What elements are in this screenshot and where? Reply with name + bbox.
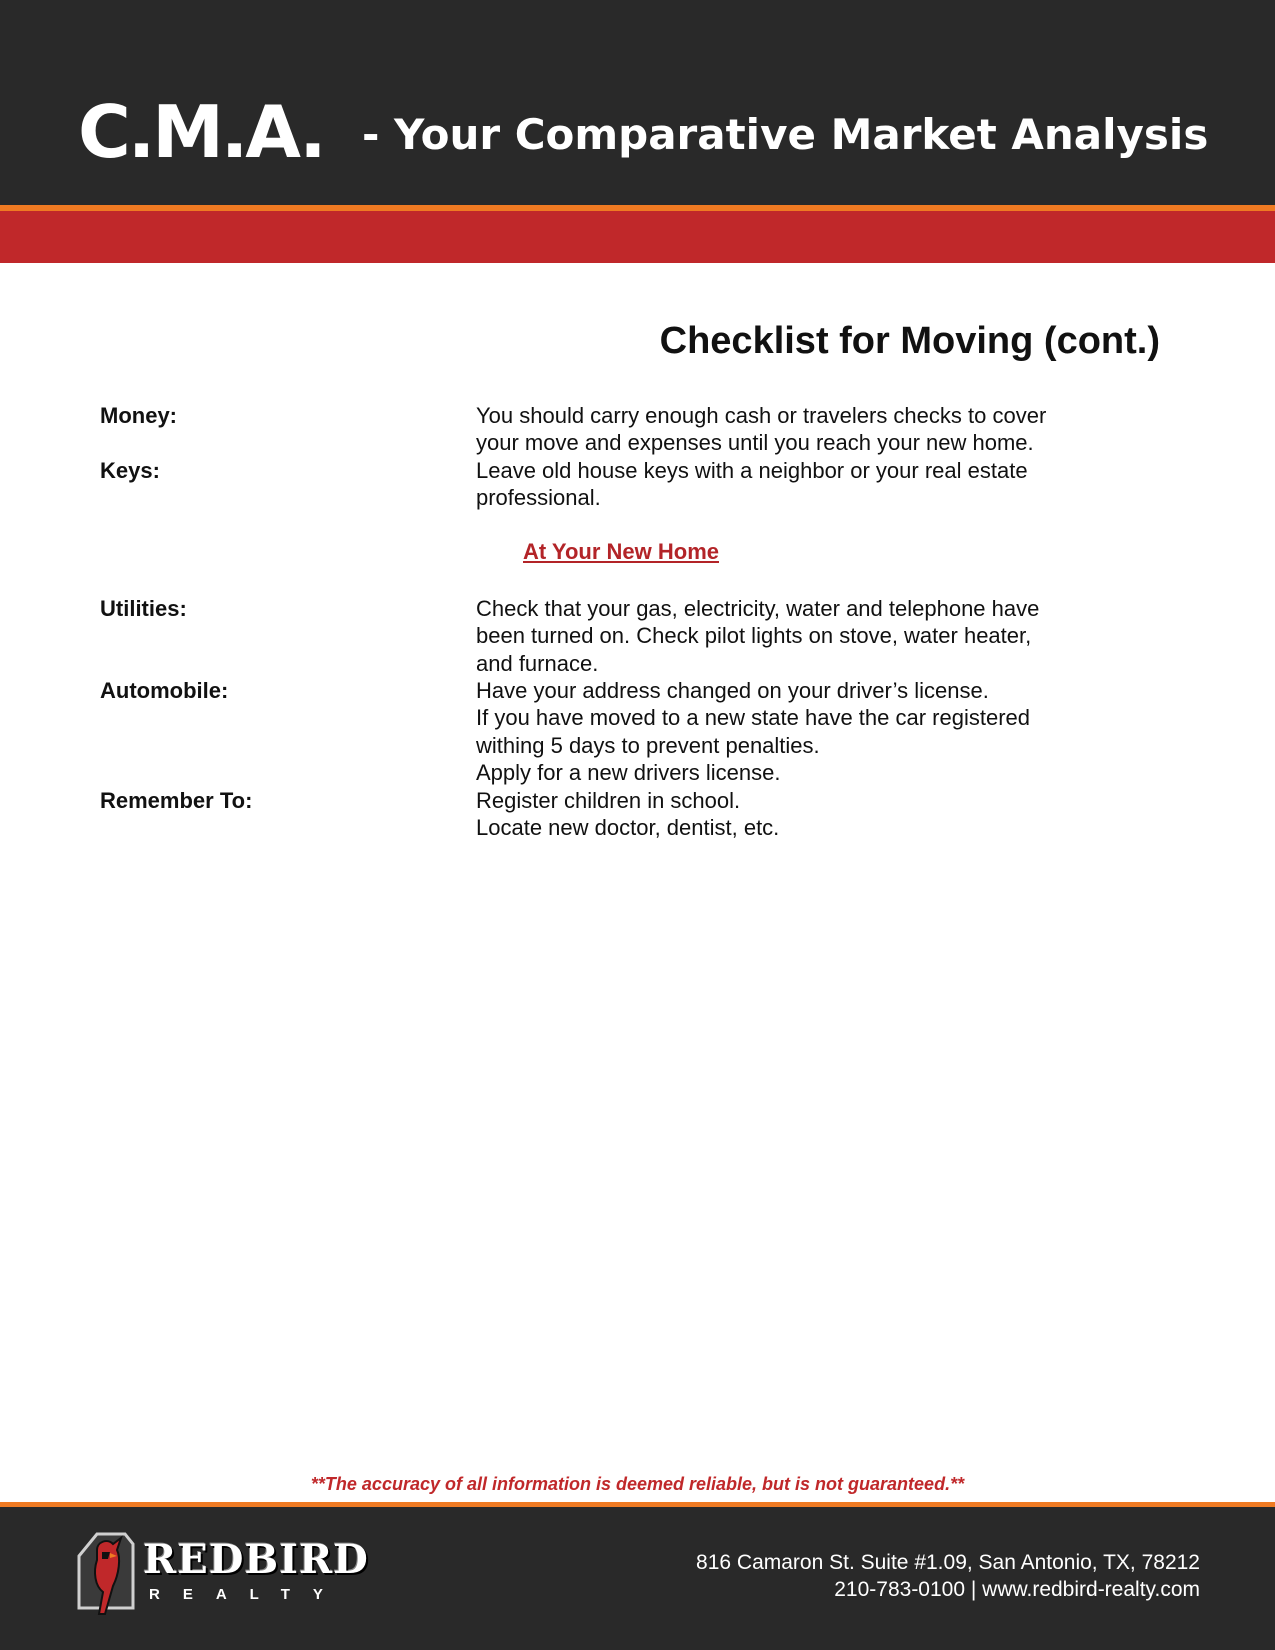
row-line: withing 5 days to prevent penalties. bbox=[476, 732, 820, 758]
page-title: Checklist for Moving (cont.) bbox=[659, 320, 1160, 362]
contact-info bbox=[696, 1549, 1200, 1603]
row-line: Apply for a new drivers license. bbox=[476, 760, 781, 786]
row-line: Have your address changed on your driver’s license. bbox=[476, 678, 989, 703]
section-heading-new-home: At Your New Home bbox=[523, 539, 719, 564]
address-line: 816 Camaron St. Suite #1.09, San Antonio, TX, 78212 bbox=[696, 1551, 1200, 1574]
logo-name: REDBIRD bbox=[143, 1536, 369, 1583]
cardinal-house-icon bbox=[75, 1528, 137, 1618]
row-label: Remember To: bbox=[100, 788, 253, 813]
row-label: Utilities: bbox=[100, 596, 187, 621]
header-red-band bbox=[0, 211, 1275, 263]
header-banner bbox=[0, 0, 1275, 205]
row-line: If you have moved to a new state have the car registered bbox=[476, 705, 1030, 731]
row-line: been turned on. Check pilot lights on stove, water heater, bbox=[476, 623, 1032, 649]
row-text bbox=[476, 787, 779, 842]
phone-website-line: 210-783-0100 | www.redbird-realty.com bbox=[834, 1578, 1200, 1601]
row-line: You should carry enough cash or travelers checks to cover bbox=[476, 403, 1047, 428]
disclaimer: **The accuracy of all information is deemed reliable, but is not guaranteed.** bbox=[310, 1474, 965, 1494]
row-text bbox=[476, 402, 1046, 457]
row-label: Keys: bbox=[100, 458, 160, 483]
row-line: your move and expenses until you reach your new home. bbox=[476, 430, 1034, 456]
logo-subtitle: REALTY bbox=[149, 1586, 346, 1603]
row-text bbox=[476, 595, 1039, 677]
row-line: Leave old house keys with a neighbor or your real estate bbox=[476, 458, 1028, 483]
brand-cma: C.M.A. bbox=[78, 90, 324, 174]
row-line: Register children in school. bbox=[476, 788, 741, 813]
row-label: Automobile: bbox=[100, 678, 229, 703]
redbird-logo bbox=[75, 1528, 375, 1620]
row-line: professional. bbox=[476, 485, 601, 511]
row-line: and furnace. bbox=[476, 650, 599, 676]
row-line: Check that your gas, electricity, water and telephone have bbox=[476, 596, 1040, 621]
row-label: Money: bbox=[100, 403, 177, 428]
header-title: - Your Comparative Market Analysis bbox=[362, 110, 1209, 159]
row-text bbox=[476, 457, 1028, 512]
row-line: Locate new doctor, dentist, etc. bbox=[476, 815, 780, 841]
row-text bbox=[476, 677, 1030, 787]
